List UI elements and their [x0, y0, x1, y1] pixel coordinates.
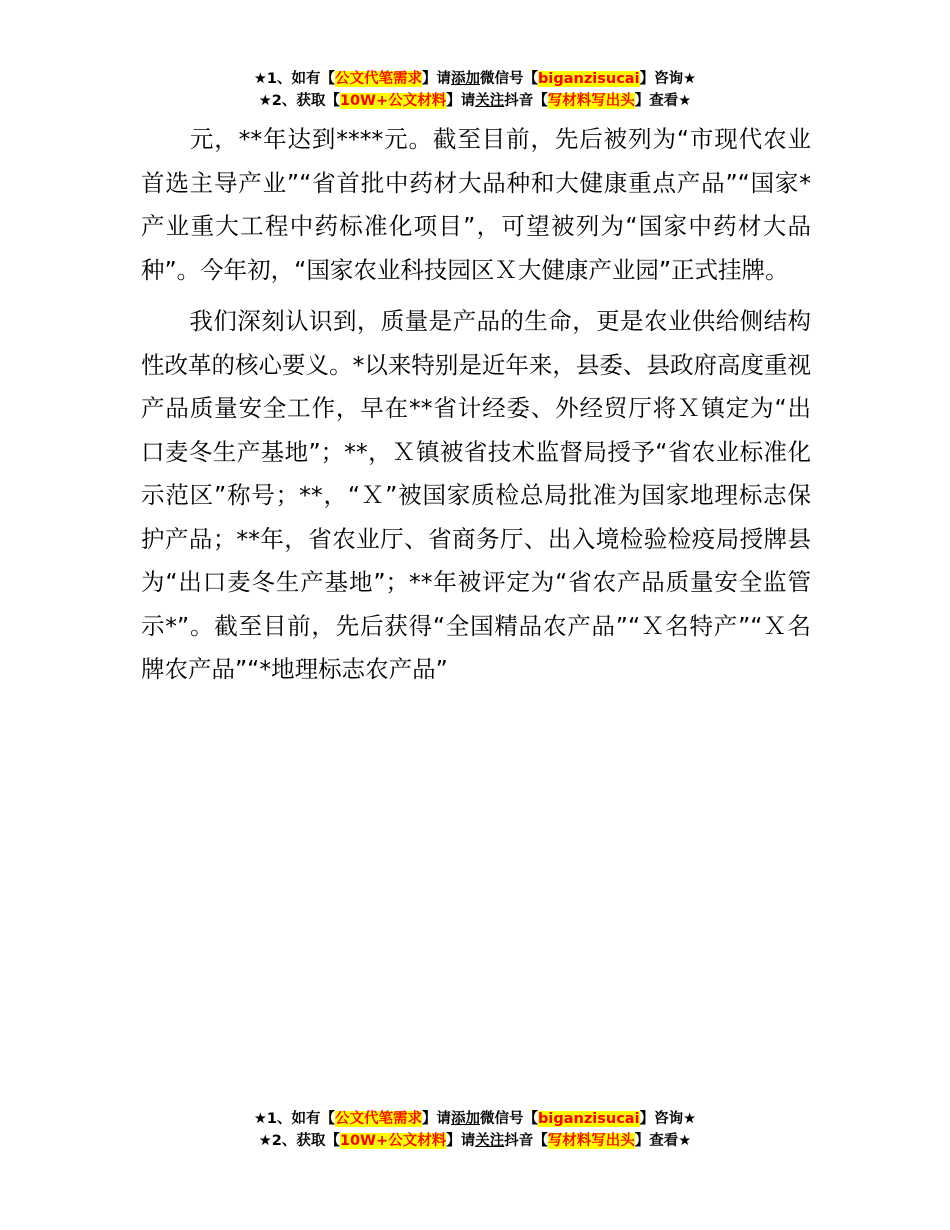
- highlight-service: 公文代笔需求: [335, 71, 423, 87]
- highlight-wechat-id: biganzisucai: [538, 71, 640, 87]
- header-banner: [0, 68, 950, 112]
- footer-underline-add: 添加: [451, 1111, 481, 1127]
- footer-line-1: ★1、如有【公文代笔需求】请添加微信号【biganzisucai】咨询★: [253, 1111, 697, 1127]
- footer-highlight-wechat-id: biganzisucai: [538, 1111, 640, 1127]
- footer-highlight-douyin-id: 写材料写出头: [547, 1133, 635, 1149]
- footer-line-2: ★2、获取【10W+公文材料】请关注抖音【写材料写出头】查看★: [258, 1133, 692, 1149]
- paragraph-1: 元，**年达到****元。截至目前，先后被列为“市现代农业首选主导产业”“省首批中药材大品种和大健康重点产品”“国家*产业重大工程中药标准化项目”，可望被列为“国家中药材大品种”。今年初，“国家农业科技园区Ｘ大健康产业园”正式挂牌。: [141, 125, 811, 284]
- highlight-douyin-id: 写材料写出头: [547, 93, 635, 109]
- highlight-materials: 10W+公文材料: [339, 93, 447, 109]
- footer-highlight-materials: 10W+公文材料: [339, 1133, 447, 1149]
- underline-add: 添加: [451, 71, 481, 87]
- paragraph-2: 我们深刻认识到，质量是产品的生命，更是农业供给侧结构性改革的核心要义。*以来特别是近年来，县委、县政府高度重视产品质量安全工作，早在**省计经委、外经贸厅将Ｘ镇定为“出口麦冬生产基地”；**，Ｘ镇被省技术监督局授予“省农业标准化示范区”称号；**，“Ｘ”被国家质检总局批准为国家地理标志保护产品；**年，省农业厅、省商务厅、出入境检验检疫局授牌县为“出口麦冬生产基地”；**年被评定为“省农产品质量安全监管示*”。截至目前，先后获得“全国精品农产品”“Ｘ名特产”“Ｘ名牌农产品”“*地理标志农产品”: [141, 307, 811, 683]
- banner-line-1: ★1、如有【公文代笔需求】请添加微信号【biganzisucai】咨询★: [253, 71, 697, 87]
- footer-highlight-service: 公文代笔需求: [335, 1111, 423, 1127]
- banner-line-2: ★2、获取【10W+公文材料】请关注抖音【写材料写出头】查看★: [258, 93, 692, 109]
- footer-banner: [0, 1108, 950, 1152]
- document-body: [141, 118, 811, 692]
- underline-follow: 关注: [475, 93, 505, 109]
- footer-underline-follow: 关注: [475, 1133, 505, 1149]
